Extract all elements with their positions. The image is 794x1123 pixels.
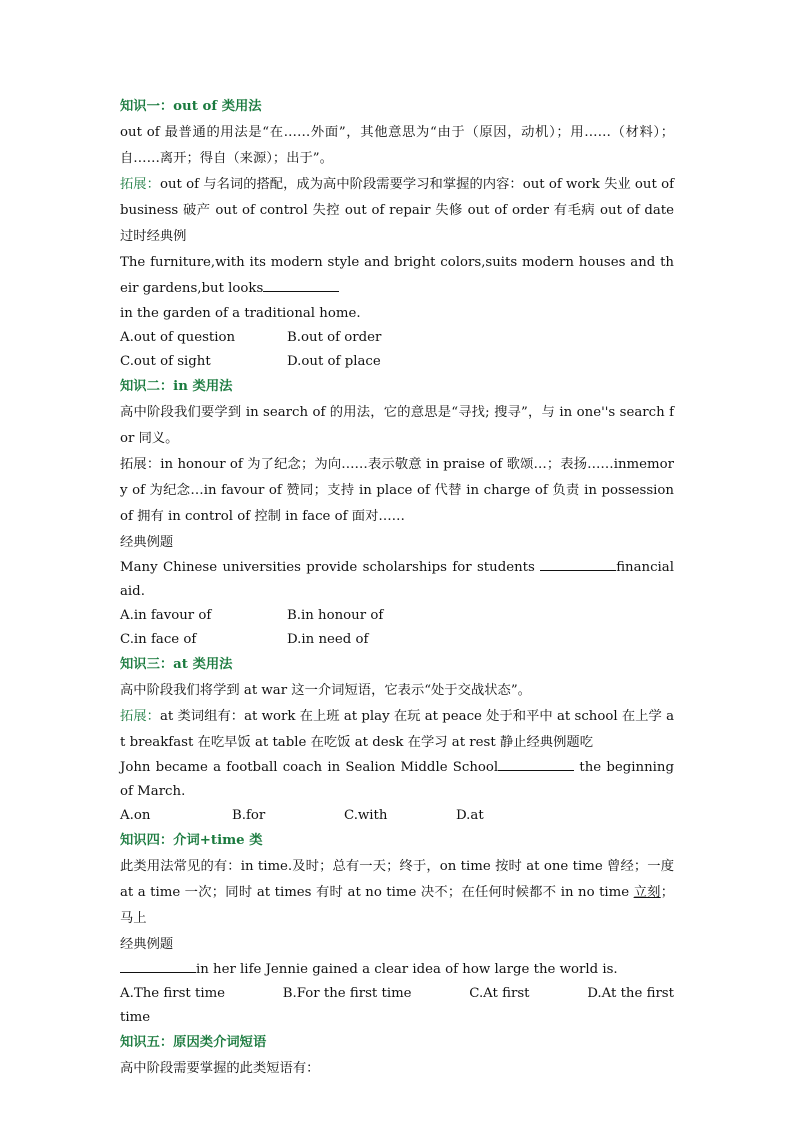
section-2-extension: 拓展：in honour of 为了纪念；为向……表示敬意 in praise of 歌颂…；表扬……inmemory of 为纪念…in favour of 赞同；支持 in place of 代替 in charge of 负责 in possession of 拥有 in control of 控制 in face of 面对…… [120, 457, 674, 524]
section-4-heading: 知识四：介词+time 类 [120, 833, 263, 848]
option-c: C.out of sight [120, 354, 211, 369]
option-a: A.out of question [120, 330, 236, 345]
option-a: A.on [120, 808, 151, 823]
section-4-intro: 此类用法常见的有：in time.及时；总有一天；终于，on time 按时 at one time 曾经；一度 at a time 一次；同时 at times 有时 at no time 决不；在任何时候都不 in no time 立刻；马上 [120, 859, 674, 926]
section-3-question: John became a football coach in Sealion Middle School the beginning of March. [120, 760, 674, 799]
option-d: D.at [456, 808, 484, 823]
section-2-example-label: 经典例题 [120, 535, 174, 550]
section-1-extension [120, 172, 674, 250]
section-1-intro: out of 最普通的用法是“在……外面”，其他意思为“由于（原因，动机）；用……（材料）；自……离开；得自（来源）；出于”。 [120, 125, 674, 166]
section-4-example-label: 经典例题 [120, 937, 174, 952]
answer-blank [498, 758, 574, 771]
section-2-question: Many Chinese universities provide scholarships for students financial aid. [120, 560, 674, 599]
extension-label: 拓展： [120, 709, 160, 724]
option-c: C.with [344, 808, 388, 823]
section-1-question: The furniture,with its modern style and bright colors,suits modern houses and their gardens,but looks [120, 255, 674, 296]
section-3-heading: 知识三：at 类用法 [120, 657, 233, 672]
option-c: C.At first [469, 986, 530, 1001]
option-d: D.out of place [287, 354, 381, 369]
option-a: A.The first time [120, 986, 226, 1001]
section-2-heading: 知识二：in 类用法 [120, 379, 233, 394]
section-3-options [120, 804, 674, 828]
answer-blank [120, 960, 196, 973]
section-5-heading: 知识五：原因类介词短语 [120, 1035, 267, 1050]
section-4-options [120, 982, 674, 1006]
section-1-heading: 知识一：out of 类用法 [120, 99, 262, 114]
extension-text: at 类词组有：at work 在上班 at play 在玩 at peace 处于和平中 at school 在上学 at breakfast 在吃早饭 at table 在吃饭 at desk 在学习 at rest 静止经典例题吃 [120, 709, 674, 750]
section-3-extension [120, 704, 674, 756]
option-a: A.in favour of [120, 608, 212, 623]
section-4-question: in her life Jennie gained a clear idea of how large the world is. [120, 958, 674, 982]
option-d: D.At the first [587, 986, 674, 1001]
option-b: B.in honour of [287, 608, 384, 623]
answer-blank [263, 279, 339, 292]
option-b: B.out of order [287, 330, 382, 345]
option-d: D.in need of [287, 632, 369, 647]
section-4-option-d-wrap: time [120, 1010, 151, 1025]
section-2-intro: 高中阶段我们要学到 in search of 的用法，它的意思是“寻找; 搜寻”，与 in one''s search for 同义。 [120, 405, 674, 446]
section-1-options-row-1 [120, 326, 674, 350]
section-5-intro: 高中阶段需要掌握的此类短语有： [120, 1061, 320, 1076]
option-c: C.in face of [120, 632, 197, 647]
option-b: B.For the first time [282, 986, 412, 1001]
extension-label: 拓展： [120, 177, 160, 192]
option-b: B.for [232, 808, 266, 823]
section-3-intro: 高中阶段我们将学到 at war 这一介词短语，它表示“处于交战状态”。 [120, 683, 531, 698]
section-2-options-row-1 [120, 604, 674, 628]
answer-blank [540, 558, 616, 571]
section-1-options-row-2 [120, 350, 674, 374]
section-2-options-row-2 [120, 628, 674, 652]
section-1-question-cont: in the garden of a traditional home. [120, 306, 361, 321]
extension-text: out of 与名词的搭配，成为高中阶段需要学习和掌握的内容：out of work 失业 out of business 破产 out of control 失控 out of repair 失修 out of order 有毛病 out of date 过时经典例 [120, 177, 675, 244]
